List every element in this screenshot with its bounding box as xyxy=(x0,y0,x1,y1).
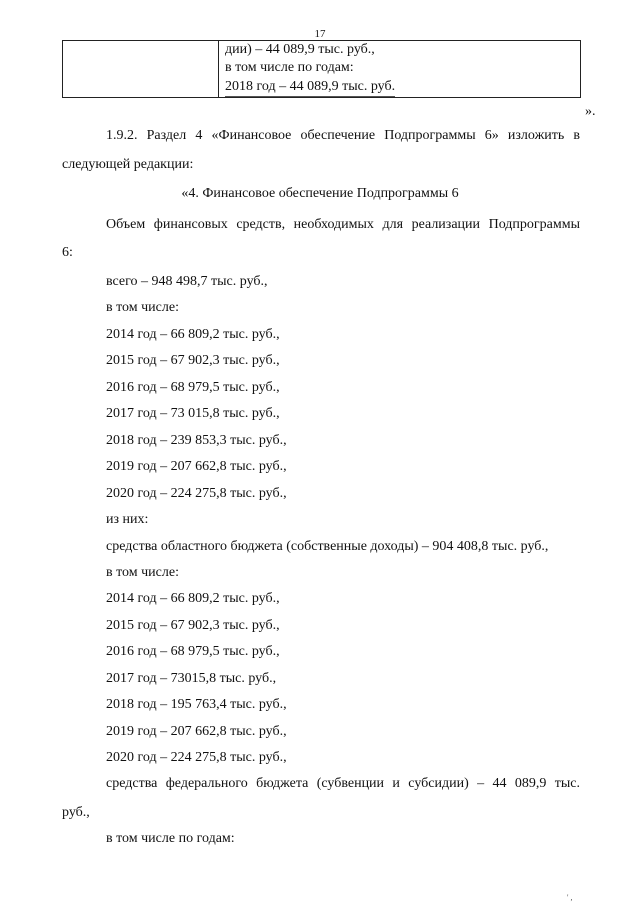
corner-mark: ' , xyxy=(567,893,573,902)
including-line-2: в том числе: xyxy=(106,565,179,580)
year-total-2014: 2014 год – 66 809,2 тыс. руб., xyxy=(106,327,280,342)
regional-budget-line: средства областного бюджета (собственные доходы) – 904 408,8 тыс. руб., xyxy=(106,539,549,554)
closing-quote: ». xyxy=(585,104,596,119)
year-total-2017: 2017 год – 73 015,8 тыс. руб., xyxy=(106,406,280,421)
year-total-2015: 2015 год – 67 902,3 тыс. руб., xyxy=(106,353,280,368)
year-regional-2018: 2018 год – 195 763,4 тыс. руб., xyxy=(106,697,287,712)
intro-line-1: 1.9.2. Раздел 4 «Финансовое обеспечение Подпрограммы 6» изложить в xyxy=(106,128,580,143)
section-heading: «4. Финансовое обеспечение Подпрограммы 6 xyxy=(181,186,459,201)
year-total-2019: 2019 год – 207 662,8 тыс. руб., xyxy=(106,459,287,474)
table-line-3: 2018 год – 44 089,9 тыс. руб. xyxy=(225,78,395,97)
continued-table xyxy=(62,40,581,98)
page-number: 17 xyxy=(314,28,326,40)
federal-budget-line-2: руб., xyxy=(62,805,90,820)
year-total-2018: 2018 год – 239 853,3 тыс. руб., xyxy=(106,433,287,448)
volume-line-2: 6: xyxy=(62,245,73,260)
volume-line-1: Объем финансовых средств, необходимых для реализации Подпрограммы xyxy=(106,217,580,232)
year-regional-2017: 2017 год – 73015,8 тыс. руб., xyxy=(106,671,277,686)
table-cell-funding xyxy=(219,41,581,98)
table-cell-empty xyxy=(63,41,219,98)
total-line: всего – 948 498,7 тыс. руб., xyxy=(106,274,268,289)
table-line-2: в том числе по годам: xyxy=(225,60,354,75)
including-line: в том числе: xyxy=(106,300,179,315)
including-by-years-line: в том числе по годам: xyxy=(106,831,235,846)
year-regional-2019: 2019 год – 207 662,8 тыс. руб., xyxy=(106,724,287,739)
year-total-2016: 2016 год – 68 979,5 тыс. руб., xyxy=(106,380,280,395)
year-regional-2014: 2014 год – 66 809,2 тыс. руб., xyxy=(106,591,280,606)
table-line-1: дии) – 44 089,9 тыс. руб., xyxy=(225,42,375,57)
intro-line-2: следующей редакции: xyxy=(62,157,194,172)
year-regional-2015: 2015 год – 67 902,3 тыс. руб., xyxy=(106,618,280,633)
year-total-2020: 2020 год – 224 275,8 тыс. руб., xyxy=(106,486,287,501)
of-them-line: из них: xyxy=(106,512,149,527)
year-regional-2016: 2016 год – 68 979,5 тыс. руб., xyxy=(106,644,280,659)
year-regional-2020: 2020 год – 224 275,8 тыс. руб., xyxy=(106,750,287,765)
federal-budget-line-1: средства федерального бюджета (субвенции и субсидии) – 44 089,9 тыс. xyxy=(106,776,580,791)
